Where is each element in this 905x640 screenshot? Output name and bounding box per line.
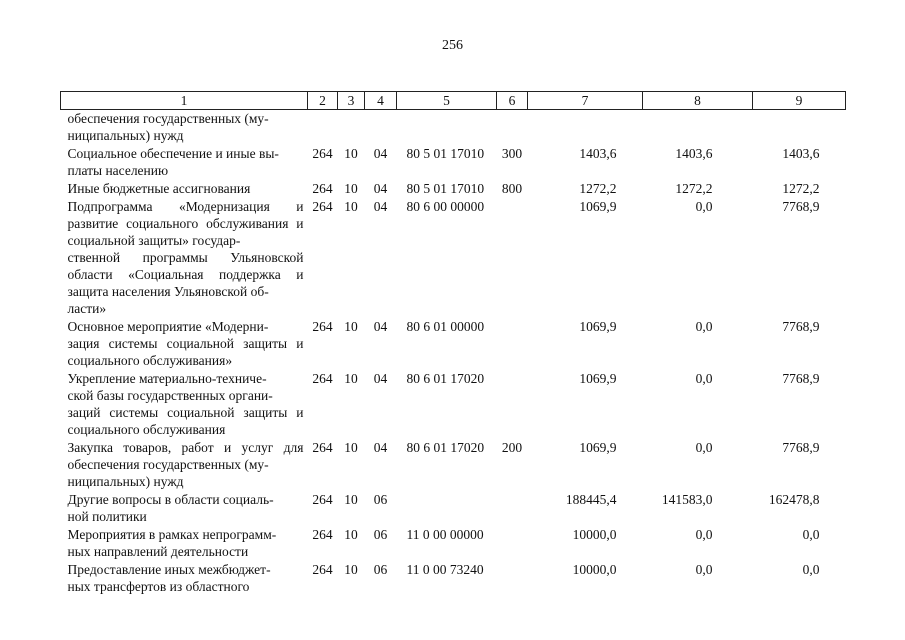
row-name: Подпрограмма «Модернизация и развитие социального обслуживания и социальной защиты» государ- ственной программы Ульяновской области «Социальная поддержка и защита населения Ульяновской об- ласти» (67, 199, 304, 316)
section-code: 10 (344, 371, 358, 386)
table-row (61, 369, 846, 438)
section-code: 10 (344, 146, 358, 161)
expense-type-code: 200 (501, 440, 523, 455)
header-row (61, 92, 846, 110)
header-cell: 1 (61, 92, 308, 110)
amount-col8: 0,0 (695, 199, 713, 214)
ministry-code: 264 (312, 492, 333, 507)
target-article-code: 80 6 01 00000 (406, 319, 485, 334)
header-cell: 8 (643, 92, 753, 110)
amount-col7: 1069,9 (579, 371, 617, 386)
section-code: 10 (344, 199, 358, 214)
expense-type-code: 800 (501, 181, 523, 196)
table-row (61, 179, 846, 197)
target-article-code: 80 6 01 17020 (406, 371, 485, 386)
subsection-code: 06 (373, 562, 388, 577)
amount-col7: 188445,4 (565, 492, 617, 507)
subsection-code: 06 (373, 527, 388, 542)
row-name: Закупка товаров, работ и услуг для обеспечения государственных (му- ниципальных) нужд (67, 440, 304, 489)
expense-type-code (497, 525, 528, 560)
ministry-code: 264 (312, 319, 333, 334)
section-code: 10 (344, 181, 358, 196)
expense-type-code (497, 197, 528, 317)
target-article-code: 80 5 01 17010 (406, 146, 485, 161)
page-number: 256 (442, 38, 463, 53)
expense-type-code (497, 317, 528, 369)
amount-col7: 10000,0 (572, 527, 617, 542)
amount-col9: 0,0 (802, 527, 820, 542)
section-code (338, 110, 365, 145)
target-article-code: 80 6 01 17020 (406, 440, 485, 455)
table-row (61, 560, 846, 595)
amount-col9 (753, 110, 846, 145)
amount-col8: 0,0 (695, 371, 713, 386)
expense-type-code (497, 110, 528, 145)
table-row (61, 197, 846, 317)
amount-col8: 0,0 (695, 562, 713, 577)
section-code: 10 (344, 440, 358, 455)
section-code: 10 (344, 562, 358, 577)
subsection-code: 04 (373, 146, 388, 161)
target-article-code: 80 5 01 17010 (406, 181, 485, 196)
subsection-code: 04 (373, 371, 388, 386)
amount-col7: 1272,2 (579, 181, 617, 196)
table-row (61, 110, 846, 145)
amount-col7 (528, 110, 643, 145)
amount-col9: 7768,9 (782, 199, 820, 214)
amount-col9: 1272,2 (782, 181, 820, 196)
row-name: Укрепление материально-техниче- ской базы государственных органи- заций системы социальной защиты и социального обслуживания (67, 371, 304, 437)
section-code: 10 (344, 319, 358, 334)
subsection-code: 04 (373, 319, 388, 334)
subsection-code: 04 (373, 199, 388, 214)
amount-col8: 0,0 (695, 319, 713, 334)
ministry-code: 264 (312, 371, 333, 386)
ministry-code: 264 (312, 146, 333, 161)
expense-type-code (497, 560, 528, 595)
amount-col8: 1403,6 (675, 146, 713, 161)
amount-col7: 1069,9 (579, 199, 617, 214)
amount-col8 (643, 110, 753, 145)
subsection-code: 04 (373, 181, 388, 196)
expense-type-code (497, 490, 528, 525)
header-cell: 9 (753, 92, 846, 110)
ministry-code: 264 (312, 199, 333, 214)
amount-col7: 10000,0 (572, 562, 617, 577)
ministry-code (308, 110, 338, 145)
row-name: обеспечения государственных (му- ниципальных) нужд (67, 111, 269, 143)
ministry-code: 264 (312, 562, 333, 577)
table-row (61, 525, 846, 560)
amount-col8: 0,0 (695, 440, 713, 455)
section-code: 10 (344, 527, 358, 542)
ministry-code: 264 (312, 527, 333, 542)
amount-col9: 7768,9 (782, 371, 820, 386)
target-article-code: 11 0 00 00000 (406, 527, 484, 542)
amount-col9: 1403,6 (782, 146, 820, 161)
header-cell: 4 (365, 92, 397, 110)
amount-col9: 7768,9 (782, 440, 820, 455)
table-row (61, 144, 846, 179)
row-name: Иные бюджетные ассигнования (67, 181, 251, 196)
ministry-code: 264 (312, 181, 333, 196)
amount-col7: 1403,6 (579, 146, 617, 161)
amount-col9: 162478,8 (768, 492, 820, 507)
target-article-code: 11 0 00 73240 (406, 562, 484, 577)
header-cell: 3 (338, 92, 365, 110)
amount-col8: 141583,0 (661, 492, 713, 507)
row-name: Основное мероприятие «Модерни- зация системы социальной защиты и социального обслуживания» (67, 319, 304, 368)
target-article-code (397, 110, 497, 145)
table-row (61, 317, 846, 369)
table-row (61, 490, 846, 525)
target-article-code: 80 6 00 00000 (406, 199, 485, 214)
subsection-code: 06 (373, 492, 388, 507)
table-body (61, 110, 846, 596)
row-name: Предоставление иных межбюджет- ных трансфертов из областного (67, 562, 271, 594)
subsection-code: 04 (373, 440, 388, 455)
header-cell: 5 (397, 92, 497, 110)
header-cell: 6 (497, 92, 528, 110)
row-name: Другие вопросы в области социаль- ной политики (67, 492, 274, 524)
amount-col8: 1272,2 (675, 181, 713, 196)
section-code: 10 (344, 492, 358, 507)
amount-col8: 0,0 (695, 527, 713, 542)
budget-table (60, 91, 846, 595)
row-name: Мероприятия в рамках непрограмм- ных направлений деятельности (67, 527, 277, 559)
amount-col7: 1069,9 (579, 319, 617, 334)
expense-type-code: 300 (501, 146, 523, 161)
header-cell: 2 (308, 92, 338, 110)
table-row (61, 438, 846, 490)
amount-col7: 1069,9 (579, 440, 617, 455)
header-cell: 7 (528, 92, 643, 110)
amount-col9: 0,0 (802, 562, 820, 577)
target-article-code (397, 490, 497, 525)
subsection-code (365, 110, 397, 145)
ministry-code: 264 (312, 440, 333, 455)
amount-col9: 7768,9 (782, 319, 820, 334)
expense-type-code (497, 369, 528, 438)
row-name: Социальное обеспечение и иные вы- платы населению (67, 146, 279, 178)
